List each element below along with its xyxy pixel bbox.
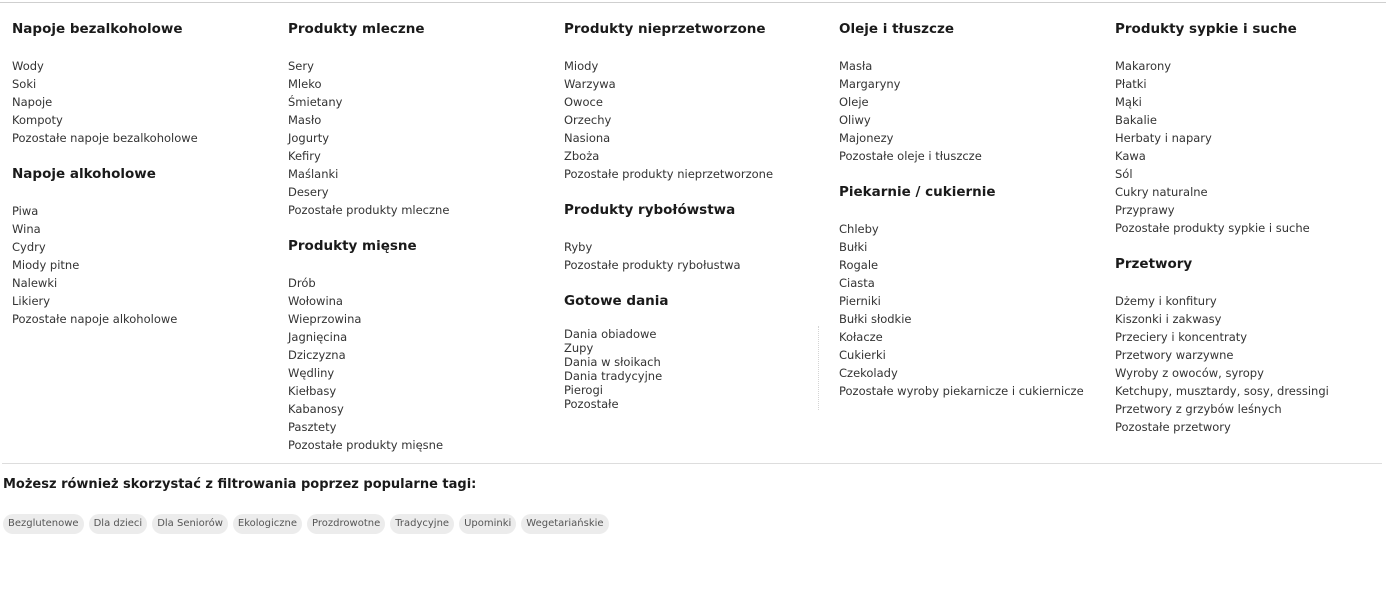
category-link[interactable]: Bakalie (1115, 113, 1157, 127)
category-link[interactable]: Nasiona (564, 131, 611, 145)
category-link[interactable]: Kompoty (12, 113, 63, 127)
category-list (839, 220, 1084, 400)
category-link[interactable]: Przetwory z grzybów leśnych (1115, 402, 1282, 416)
category-link[interactable]: Cydry (12, 240, 46, 254)
category-heading[interactable]: Produkty rybołówstwa (564, 202, 736, 218)
category-link[interactable]: Pozostałe produkty mięsne (288, 438, 444, 452)
category-link[interactable]: Soki (12, 77, 37, 91)
category-link[interactable]: Wędliny (288, 366, 335, 380)
menu-column-3 (564, 20, 773, 411)
category-link[interactable]: Oleje (839, 95, 869, 109)
category-group (1115, 20, 1329, 237)
category-link[interactable]: Dania w słoikach (564, 355, 661, 369)
tags-section-title: Możesz również skorzystać z filtrowania poprzez popularne tagi: (3, 477, 477, 492)
category-link[interactable]: Pozostałe napoje bezalkoholowe (12, 131, 198, 145)
category-link[interactable]: Kefiry (288, 149, 321, 163)
category-link[interactable]: Likiery (12, 294, 51, 308)
category-list (1115, 292, 1329, 436)
category-link[interactable]: Ketchupy, musztardy, sosy, dressingi (1115, 384, 1329, 398)
tag-chip[interactable]: Dla Seniorów (152, 514, 228, 534)
tag-list (3, 514, 609, 534)
category-link[interactable]: Cukierki (839, 348, 886, 362)
category-link[interactable]: Chleby (839, 222, 879, 236)
tag-chip[interactable]: Wegetariańskie (521, 514, 608, 534)
category-link[interactable]: Przeciery i koncentraty (1115, 330, 1248, 344)
category-list (564, 238, 773, 274)
category-link[interactable]: Pozostałe oleje i tłuszcze (839, 149, 982, 163)
menu-column-2 (288, 20, 449, 454)
category-link[interactable]: Masło (288, 113, 322, 127)
category-list (564, 327, 773, 411)
menu-column-5 (1115, 20, 1329, 436)
category-link[interactable]: Owoce (564, 95, 603, 109)
category-link[interactable]: Pozostałe napoje alkoholowe (12, 312, 178, 326)
category-link[interactable]: Przyprawy (1115, 203, 1175, 217)
category-link[interactable]: Ryby (564, 240, 593, 254)
category-heading[interactable]: Przetwory (1115, 256, 1193, 272)
category-heading[interactable]: Napoje alkoholowe (12, 166, 156, 182)
category-link[interactable]: Płatki (1115, 77, 1147, 91)
category-link[interactable]: Wyroby z owoców, syropy (1115, 366, 1264, 380)
category-link[interactable]: Dżemy i konfitury (1115, 294, 1217, 308)
category-heading[interactable]: Napoje bezalkoholowe (12, 21, 183, 37)
tag-chip[interactable]: Ekologiczne (233, 514, 302, 534)
category-link[interactable]: Kiszonki i zakwasy (1115, 312, 1222, 326)
category-link[interactable]: Rogale (839, 258, 879, 272)
category-link[interactable]: Nalewki (12, 276, 58, 290)
category-group (564, 20, 773, 183)
category-list (564, 57, 773, 183)
category-list (12, 202, 198, 328)
category-link[interactable]: Pozostałe produkty nieprzetworzone (564, 167, 774, 181)
category-link[interactable]: Oliwy (839, 113, 871, 127)
category-link[interactable]: Warzywa (564, 77, 616, 91)
category-link[interactable]: Miody (564, 59, 599, 73)
category-link[interactable]: Makarony (1115, 59, 1172, 73)
category-group (1115, 255, 1329, 436)
category-group (12, 20, 198, 147)
category-list (839, 57, 1084, 165)
category-link[interactable]: Czekolady (839, 366, 898, 380)
category-group (288, 237, 449, 454)
category-link[interactable]: Pierniki (839, 294, 881, 308)
category-link[interactable]: Pozostałe produkty sypkie i suche (1115, 221, 1310, 235)
category-link[interactable]: Dania tradycyjne (564, 369, 663, 383)
category-link[interactable]: Dziczyzna (288, 348, 346, 362)
category-list (288, 274, 449, 454)
category-link[interactable]: Pozostałe produkty mleczne (288, 203, 450, 217)
tag-chip[interactable]: Upominki (459, 514, 516, 534)
category-link[interactable]: Kabanosy (288, 402, 344, 416)
category-link[interactable]: Kawa (1115, 149, 1146, 163)
category-heading[interactable]: Produkty mleczne (288, 21, 425, 37)
category-group (12, 165, 198, 328)
category-link[interactable]: Drób (288, 276, 316, 290)
menu-column-1 (12, 20, 198, 328)
category-heading[interactable]: Gotowe dania (564, 293, 669, 309)
category-group (839, 20, 1084, 165)
category-link[interactable]: Pozostałe produkty rybołustwa (564, 258, 741, 272)
category-link[interactable]: Ciasta (839, 276, 875, 290)
category-link[interactable]: Cukry naturalne (1115, 185, 1208, 199)
menu-column-4 (839, 20, 1084, 400)
category-link[interactable]: Pozostałe wyroby piekarnicze i cukiernicze (839, 384, 1084, 398)
category-link[interactable]: Sery (288, 59, 314, 73)
tag-chip[interactable]: Dla dzieci (89, 514, 148, 534)
category-link[interactable]: Sól (1115, 167, 1133, 181)
category-list (288, 57, 449, 219)
category-link[interactable]: Śmietany (288, 95, 343, 109)
category-link[interactable]: Wieprzowina (288, 312, 362, 326)
category-link[interactable]: Wołowina (288, 294, 343, 308)
category-link[interactable]: Pierogi (564, 383, 603, 397)
category-link[interactable]: Kiełbasy (288, 384, 337, 398)
column-divider (818, 326, 819, 410)
category-link[interactable]: Bułki (839, 240, 868, 254)
category-heading[interactable]: Produkty nieprzetworzone (564, 21, 766, 37)
category-link[interactable]: Kołacze (839, 330, 883, 344)
category-link[interactable]: Jogurty (288, 131, 330, 145)
section-divider (2, 463, 1382, 464)
tag-chip[interactable]: Bezglutenowe (3, 514, 84, 534)
category-link[interactable]: Herbaty i napary (1115, 131, 1212, 145)
tag-chip[interactable]: Tradycyjne (390, 514, 454, 534)
category-link[interactable]: Pasztety (288, 420, 337, 434)
category-group (288, 20, 449, 219)
category-heading[interactable]: Piekarnie / cukiernie (839, 184, 996, 200)
category-heading[interactable]: Produkty sypkie i suche (1115, 21, 1297, 37)
category-link[interactable]: Desery (288, 185, 329, 199)
category-link[interactable]: Mleko (288, 77, 322, 91)
category-group (839, 183, 1084, 400)
category-link[interactable]: Pozostałe (564, 397, 619, 411)
category-group (564, 201, 773, 274)
category-link[interactable]: Margaryny (839, 77, 901, 91)
category-list (1115, 57, 1329, 237)
category-list (12, 57, 198, 147)
category-link[interactable]: Pozostałe przetwory (1115, 420, 1231, 434)
category-link[interactable]: Miody pitne (12, 258, 80, 272)
category-link[interactable]: Wina (12, 222, 41, 236)
category-link[interactable]: Masła (839, 59, 873, 73)
category-link[interactable]: Dania obiadowe (564, 327, 657, 341)
category-link[interactable]: Zupy (564, 341, 594, 355)
category-link[interactable]: Zboża (564, 149, 600, 163)
category-link[interactable]: Orzechy (564, 113, 612, 127)
category-heading[interactable]: Produkty mięsne (288, 238, 417, 254)
category-link[interactable]: Wody (12, 59, 44, 73)
tag-chip[interactable]: Prozdrowotne (307, 514, 385, 534)
category-link[interactable]: Napoje (12, 95, 53, 109)
category-link[interactable]: Majonezy (839, 131, 894, 145)
category-link[interactable]: Mąki (1115, 95, 1142, 109)
category-link[interactable]: Jagnięcina (288, 330, 348, 344)
category-link[interactable]: Piwa (12, 204, 39, 218)
category-heading[interactable]: Oleje i tłuszcze (839, 21, 955, 37)
category-group (564, 292, 773, 411)
category-link[interactable]: Maślanki (288, 167, 339, 181)
category-link[interactable]: Bułki słodkie (839, 312, 912, 326)
category-link[interactable]: Przetwory warzywne (1115, 348, 1234, 362)
